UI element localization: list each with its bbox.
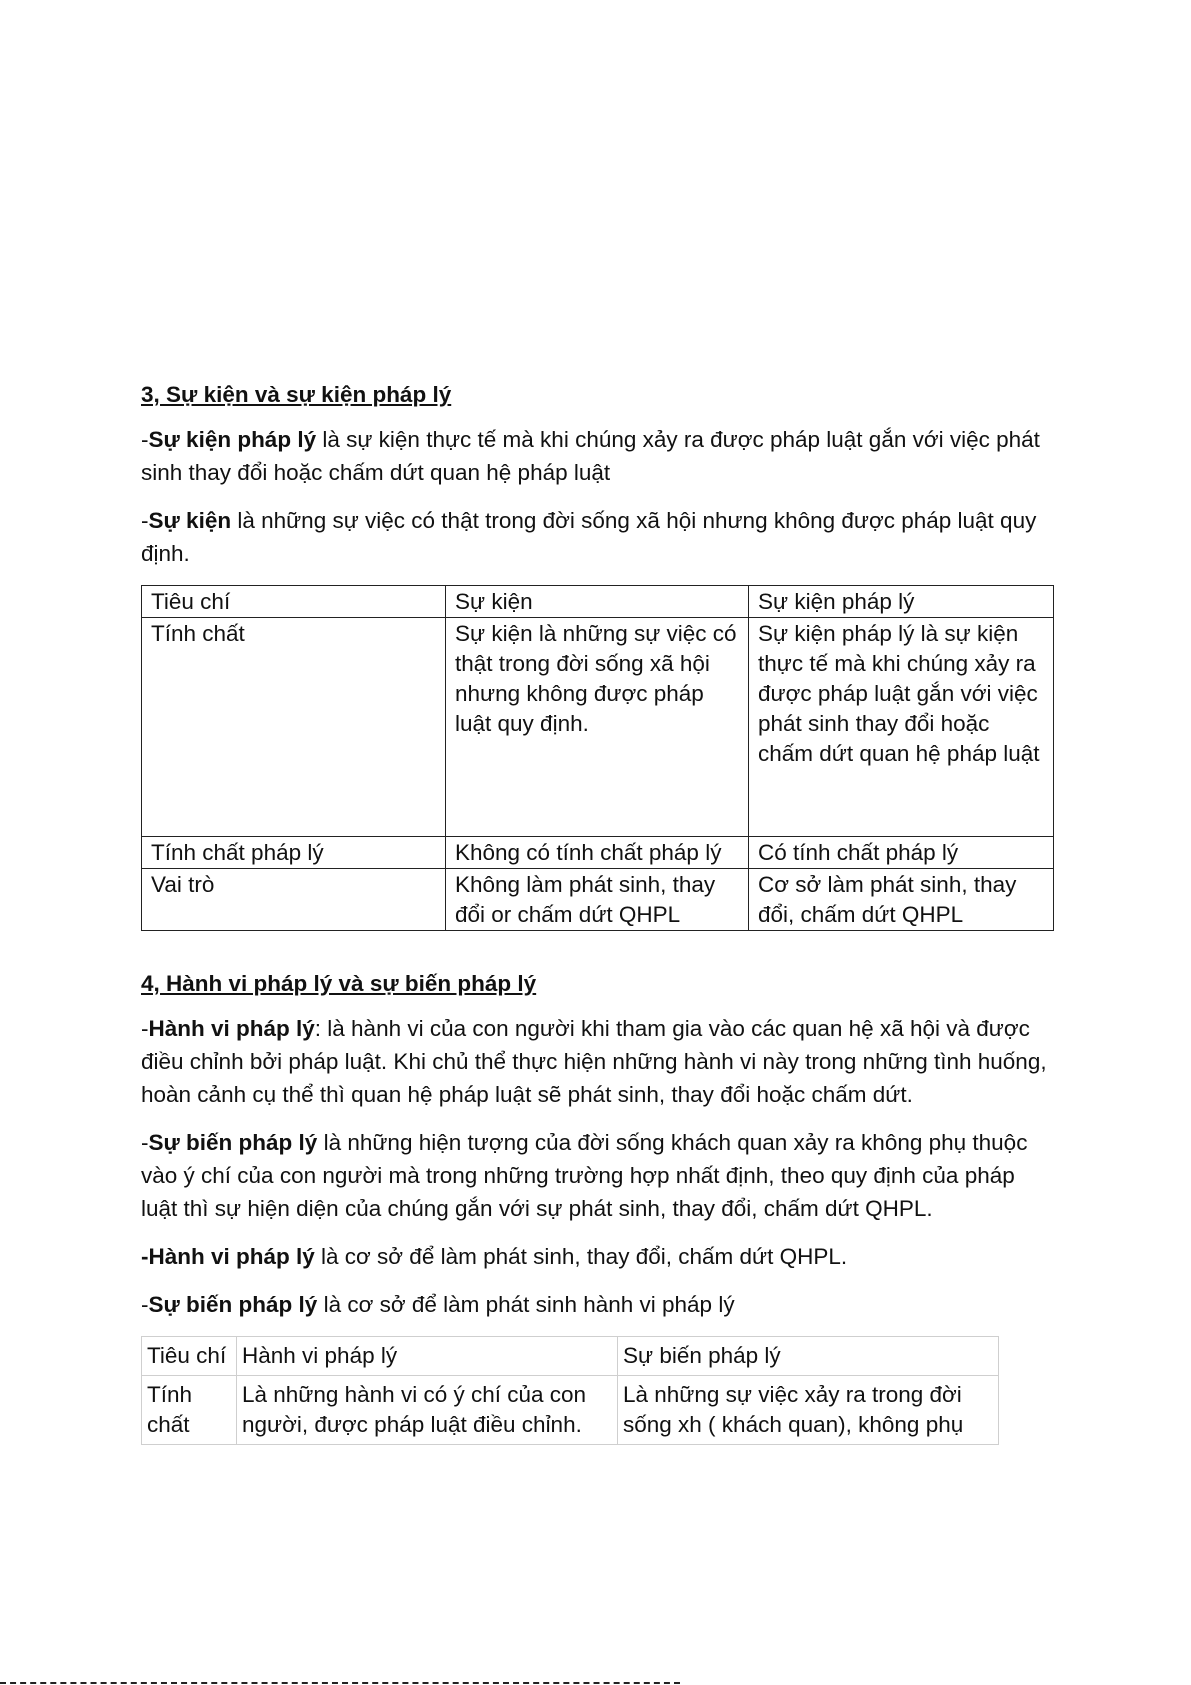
table-cell: Không làm phát sinh, thay đổi or chấm dứt QHPL [446,869,749,931]
table-header-cell: Hành vi pháp lý [237,1337,618,1376]
term-su-kien-phap-ly: Sự kiện pháp lý [148,427,317,452]
document-content [141,380,1053,1445]
section-4-heading: 4, Hành vi pháp lý và sự biến pháp lý [141,971,537,996]
table-header-row [142,586,1054,618]
table-cell: Cơ sở làm phát sinh, thay đổi, chấm dứt QHPL [749,869,1054,931]
section-4-paragraph-1: -Hành vi pháp lý: là hành vi của con người khi tham gia vào các quan hệ xã hội và được điều chỉnh bởi pháp luật. Khi chủ thể thực hiện những hành vi này trong những tình huống, hoàn cảnh cụ thể thì quan hệ pháp luật sẽ phát sinh, thay đổi hoặc chấm dứt. [141,1016,1047,1107]
definition-text: là cơ sở để làm phát sinh, thay đổi, chấm dứt QHPL. [314,1244,848,1269]
table-cell: Có tính chất pháp lý [749,837,1054,869]
definition-text: là cơ sở để làm phát sinh hành vi pháp lý [317,1292,735,1317]
table-row [142,1376,999,1445]
comparison-table-hanh-vi [141,1336,999,1445]
table-cell: Tính chất pháp lý [142,837,446,869]
table-row [142,837,1054,869]
page-bottom-divider [0,1682,680,1684]
table-header-cell: Tiêu chí [142,1337,237,1376]
section-4-paragraph-4: -Sự biến pháp lý là cơ sở để làm phát sinh hành vi pháp lý [141,1292,735,1317]
term-su-kien: Sự kiện [148,508,232,533]
table-cell: Là những sự việc xảy ra trong đời sống xh ( khách quan), không phụ [618,1376,999,1445]
definition-text: là sự kiện thực tế mà khi chúng xảy ra được pháp luật gắn với việc phát sinh thay đổi hoặc chấm dứt quan hệ pháp luật [141,427,1040,485]
term-hanh-vi-phap-ly: -Hành vi pháp lý [141,1244,315,1269]
comparison-table-su-kien [141,585,1054,931]
table-cell: Sự kiện là những sự việc có thật trong đời sống xã hội nhưng không được pháp luật quy định. [446,618,749,837]
term-su-bien-phap-ly: Sự biến pháp lý [148,1130,318,1155]
table-header-cell: Sự biến pháp lý [618,1337,999,1376]
table-header-cell: Sự kiện [446,586,749,618]
definition-text: là những sự việc có thật trong đời sống xã hội nhưng không được pháp luật quy định. [141,508,1037,566]
table-row [142,869,1054,931]
table-cell: Không có tính chất pháp lý [446,837,749,869]
table-cell: Sự kiện pháp lý là sự kiện thực tế mà khi chúng xảy ra được pháp luật gắn với việc phát sinh thay đổi hoặc chấm dứt quan hệ pháp luật [749,618,1054,837]
table-row [142,618,1054,837]
table-cell: Tính chất [142,618,446,837]
section-3-paragraph-2: -Sự kiện là những sự việc có thật trong đời sống xã hội nhưng không được pháp luật quy định. [141,508,1037,566]
table-header-cell: Tiêu chí [142,586,446,618]
term-hanh-vi-phap-ly: Hành vi pháp lý [148,1016,315,1041]
section-3-paragraph-1: -Sự kiện pháp lý là sự kiện thực tế mà khi chúng xảy ra được pháp luật gắn với việc phát sinh thay đổi hoặc chấm dứt quan hệ pháp luật [141,427,1040,485]
section-4-paragraph-3 [141,1240,1053,1273]
section-spacer [141,931,1053,969]
term-su-bien-phap-ly: Sự biến pháp lý [148,1292,318,1317]
section-4-paragraph-2: -Sự biến pháp lý là những hiện tượng của đời sống khách quan xảy ra không phụ thuộc vào ý chí của con người mà trong những trường hợp nhất định, theo quy định của pháp luật thì sự hiện diện của chúng gắn với sự phát sinh, thay đổi, chấm dứt QHPL. [141,1130,1028,1221]
table-cell: Vai trò [142,869,446,931]
definition-text: : là hành vi của con người khi tham gia vào các quan hệ xã hội và được điều chỉnh bởi pháp luật. Khi chủ thể thực hiện những hành vi này trong những tình huống, hoàn cảnh cụ thể thì quan hệ pháp luật sẽ phát sinh, thay đổi hoặc chấm dứt. [141,1016,1047,1107]
table-header-row [142,1337,999,1376]
definition-text: là những hiện tượng của đời sống khách quan xảy ra không phụ thuộc vào ý chí của con người mà trong những trường hợp nhất định, theo quy định của pháp luật thì sự hiện diện của chúng gắn với sự phát sinh, thay đổi, chấm dứt QHPL. [141,1130,1028,1221]
table-cell: Là những hành vi có ý chí của con người, được pháp luật điều chỉnh. [237,1376,618,1445]
table-header-cell: Sự kiện pháp lý [749,586,1054,618]
table-cell: Tính chất [142,1376,237,1445]
section-3-heading: 3, Sự kiện và sự kiện pháp lý [141,382,452,407]
